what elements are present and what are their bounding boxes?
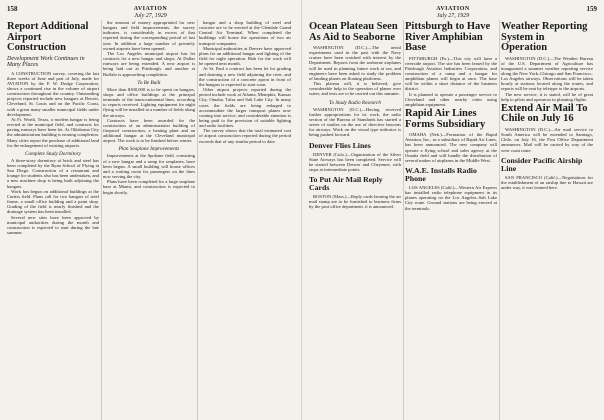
paragraph: The Los Angeles municipal airport has let contracts for a new hangar and shops. At Dallas runways are being extended. A new airport is being laid out at Pittsburgh, and another at Buffalo is approaching completion. [103, 50, 195, 77]
column [501, 20, 593, 420]
paragraph: This plateau will, it is believed, give considerable help in the operation of planes over water, and tests are to be carried out this summer. [309, 81, 401, 97]
subheadline: W.A.E. Installs Radio Phone [405, 166, 477, 183]
page-number: 158 [7, 5, 18, 13]
paragraph: Work has begun on additional buildings at the Curtiss field. Plans call for two hangars of steel frame, a small office building and a paint shop. Grading of the field is nearly finished and the drainage system has been installed. [7, 188, 99, 215]
paragraph: WASHINGTON (D.C.)—Air mail service to South America will be extended to Santiago, Chile, on July 16, the Post Office Department announces. Mail will be carried by way of the west coast route. [501, 126, 593, 153]
column [199, 20, 291, 420]
section-subhead: Complete Study Dormitory [25, 150, 81, 157]
paragraph: OMAHA (Neb.)—Formation of the Rapid Aviation, Inc., as a subsidiary of Rapid Air Lines, has been announced. The new company will operate a flying school and sales agency at the Omaha field and will handle the distribution of several makes of airplanes in the Middle West. [405, 132, 497, 163]
section-subhead: To Study Radio Research [329, 99, 381, 106]
paragraph: The survey shows that the total estimated cost of airport construction reported during the period exceeds that of any similar period to date. [199, 128, 291, 144]
paragraph: Several new sites have been approved by municipal authorities during the month and construction is expected to start during the late summer. [7, 214, 99, 236]
paragraph: Contracts have been awarded for the construction of an administration building of fireproof construction, a heating plant and an additional hangar at the Cleveland municipal airport. The work is to be finished before winter. [103, 117, 195, 144]
paragraph: Plans have been completed for a large seaplane base at Miami, and construction is expected to begin shortly. [103, 179, 195, 195]
magazine-title: AVIATION [133, 6, 168, 12]
subheadline: To Put Air Mail Reply Cards [309, 175, 383, 193]
paragraph: PITTSBURGH (Pa.)—This city will have a riverside airport. The site has been leased by the Pittsburgh Aviation Industries Corporation, and construction of a ramp and a hangar for amphibian planes will begin at once. The base will be within a short distance of the business district. [405, 55, 497, 92]
paragraph: At St. Paul a contract has been let for grading and draining a new field adjoining the river, and the construction of a concrete apron in front of the hangars is expected to start soon. [199, 66, 291, 87]
section-subhead: To Be Built [137, 79, 161, 86]
issue-date: July 27, 1929 [436, 13, 470, 19]
section-subhead: Plan Seaplane Improvements [118, 146, 180, 153]
magazine-title: AVIATION [436, 6, 470, 12]
right-page [302, 0, 604, 420]
paragraph: DENVER (Colo.)—Organization of the Silver State Airways has been completed. Service will be started between Denver and Cheyenne, with stops at intermediate points. [309, 151, 401, 172]
paragraph: WASHINGTON (D.C.)—The Weather Bureau of the U.S. Department of Agriculture has inaugurated a summer weather reporting service along the New York–Chicago and San Francisco–Los Angeles airways. Observations will be taken hourly at stations located along the routes, and reports will be sent by teletype to the airports. [501, 55, 593, 92]
paragraph: The new service, it is stated, will be of great help to pilots and operators in planning flights. [501, 91, 593, 102]
column-rule [101, 20, 102, 420]
page-number: 159 [586, 5, 597, 13]
paragraph: At Ft. Worth, Texas, a modern hangar is being erected at the municipal field, and contracts for paving runways have been let. At Oklahoma City the administration building is nearing completion. Many cities report the purchase of additional land for the enlargement of existing airports. [7, 116, 99, 148]
paragraph: WASHINGTON (D.C.)—The aerial experiments used in the past with the Navy cruiser have been watched with interest by the Department. Reports from the seaborne airplanes will be used in planning future work at sea, and engineers have been asked to study the problem of landing planes on floating platforms. [309, 45, 401, 81]
column-rule [499, 20, 500, 420]
article-columns [7, 20, 294, 420]
headline: Report Additional Airport Construction [7, 21, 89, 53]
paragraph: the amount of money appropriated for new hangars and field improvements, the survey indicates, is considerably in excess of that reported during the corresponding period of last year. In addition a large number of privately owned airports have been opened. [103, 20, 195, 51]
paragraph: A three-story dormitory of brick and steel has been completed by the Ryan School of Flying at San Diego. Construction of a restaurant and lounge for students also has been undertaken, and a new machine shop is being built adjoining the hangars. [7, 157, 99, 189]
paragraph: LOS ANGELES (Calif.)—Western Air Express has installed radio telephone equipment in its planes operating on the Los Angeles–Salt Lake City route. Ground stations are being erected at the terminals. [405, 185, 497, 211]
column-rule [403, 20, 404, 420]
headline: Rapid Air Lines Forms Subsidiary [405, 108, 486, 130]
column-rule [197, 20, 198, 420]
paragraph: Other airport projects reported during the period include work at Atlanta, Memphis, Kansas City, Omaha, Tulsa and Salt Lake City. In many cases the fields are being enlarged to accommodate the larger transport planes now coming into service, and considerable attention is being paid to the provision of suitable lighting and radio facilities. [199, 87, 291, 129]
paragraph: Municipal authorities at Denver have approved plans for an additional hangar and lighting of the field for night operation. Bids for the work will be opened next month. [199, 45, 291, 67]
paragraph: A CONSTRUCTION survey, covering the last three weeks of June and part of July, made for AVIATION by the F. W. Dodge Corporation, shows a continued rise in the volume of airport construction throughout the country. Outstanding projects reported include new hangars at Detroit, Cleveland, St. Louis and on the Pacific Coast, with a great many smaller municipal fields under development. [7, 70, 99, 117]
column [7, 20, 99, 420]
paragraph: It is planned to operate a passenger service to Cleveland and other nearby cities using amphibian equipment. [405, 91, 497, 107]
paragraph: Improvements at the Spokane field, consisting of a new hangar and a ramp for seaplanes, have been begun. A small building will house offices and a waiting room for passengers on the lines now serving the city. [103, 153, 195, 180]
paragraph: hangar and a shop building of steel and concrete are to be erected at the Glendale Grand Central Air Terminal. When completed the buildings will house the operations of two air transport companies. [199, 20, 291, 46]
headline: Weather Reporting System in Operation [501, 21, 588, 53]
paragraph: More than $300,000 is to be spent on hangars, shops and office buildings at the principal terminals of the transcontinental lines, according to reports received. Lighting equipment for night flying will be installed at a number of fields along the airways. [103, 86, 195, 118]
paragraph: BOSTON (Mass.)—Reply cards bearing the air mail stamp are to be furnished to business firms by the post office department, it is announced. [309, 194, 401, 210]
column [405, 20, 497, 420]
paragraph: SAN FRANCISCO (Calif.)—Negotiations for the establishment of an airship line to Hawaii are under way, it was learned here. [501, 174, 593, 190]
paragraph: WASHINGTON (D.C.)—Having received further appropriations for its work, the radio section of the Bureau of Standards has started a series of studies on the use of directive beacons for airways. Work on the visual type indicator is being pushed forward. [309, 106, 401, 138]
running-head [309, 6, 597, 20]
issue-date: July 27, 1929 [134, 13, 167, 19]
column [103, 20, 195, 420]
headline: Ocean Plateau Seen As Aid to Seaborne [309, 21, 398, 43]
headline: Extend Air Mail To Chile on July 16 [501, 102, 588, 125]
article-columns [309, 20, 597, 420]
column [309, 20, 401, 420]
headline: Pittsburgh to Have River Amphibian Base [405, 21, 491, 53]
subheadline: Consider Pacific Airship Line [501, 155, 583, 173]
deck: Development Work Continues in Many Places [7, 55, 85, 68]
subheadline: Denver Flies Lines [309, 140, 371, 150]
running-head [7, 6, 294, 20]
